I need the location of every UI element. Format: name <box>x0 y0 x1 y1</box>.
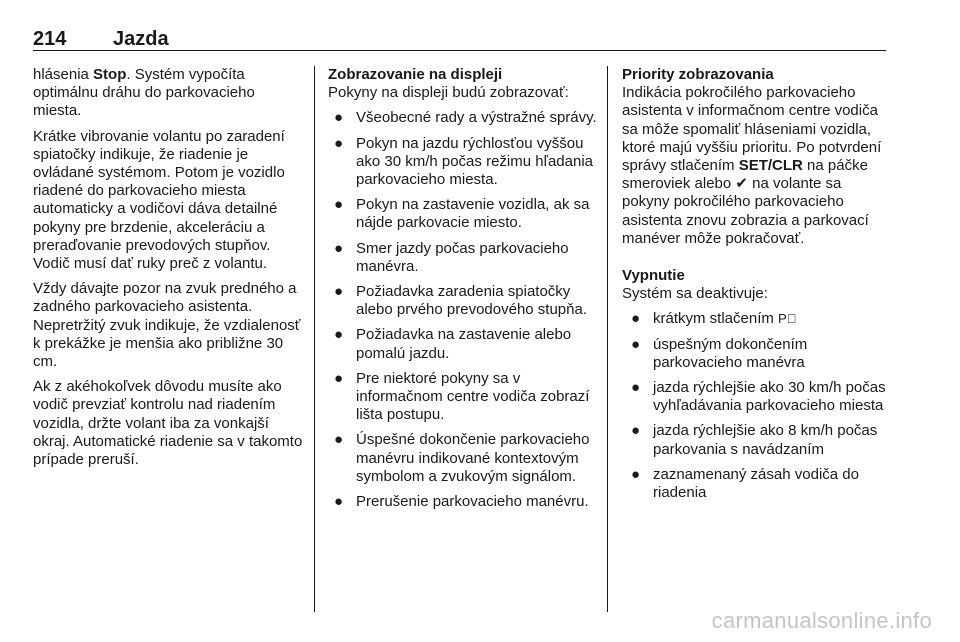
page-number: 214 <box>33 28 67 50</box>
bullet-list <box>622 310 892 502</box>
column-divider <box>314 66 315 612</box>
list-item: ● zaznamenaný zásah vodiča do riadenia <box>631 465 859 502</box>
paragraph: Systém sa deaktivuje: <box>622 285 768 303</box>
bullet-icon: ● <box>334 493 344 511</box>
checkmark-icon: ✔ <box>735 175 748 193</box>
bullet-icon: ● <box>631 335 641 353</box>
list-item: ● Pokyn na zastavenie vozidla, ak sa nájde parkovacie miesto. <box>334 196 590 232</box>
bullet-icon: ● <box>334 134 344 152</box>
watermark: carmanualsonline.info <box>711 608 932 633</box>
section-heading: Priority zobrazovania <box>622 66 774 83</box>
column-middle <box>328 66 598 518</box>
column-right <box>622 66 892 509</box>
column-left <box>33 66 303 476</box>
bullet-icon: ● <box>631 465 641 483</box>
list-item: ● Požiadavka zaradenia spiatočky alebo prvého prevodového stupňa. <box>334 283 588 319</box>
bullet-icon: ● <box>334 239 344 257</box>
column-divider <box>607 66 608 612</box>
chapter-title: Jazda <box>113 28 169 50</box>
paragraph: Krátke vibrovanie volantu po zaradení spiatočky indikuje, že riadenie je ovládané systémom. Potom je vozidlo riadené do parkovacieho miesta automaticky a vodičovi dáva detailné pokyny pre brzdenie, akceleráciu a preraďovanie prevodových stupňov. Vodič musí dať ruky preč z volantu. <box>33 127 285 273</box>
list-item: ● Smer jazdy počas parkovacieho manévra. <box>334 239 569 275</box>
list-item: ● jazda rýchlejšie ako 30 km/h počas vyhľadávania parkovacieho miesta <box>631 379 886 415</box>
bullet-icon: ● <box>334 283 344 301</box>
list-item: ● krátkym stlačením P⃞ <box>631 310 797 328</box>
list-item: ● Požiadavka na zastavenie alebo pomalú jazdu. <box>334 326 572 362</box>
paragraph: Vždy dávajte pozor na zvuk predného a zadného parkovacieho asistenta. Nepretržitý zvuk indikuje, že vzdialenosť k prekážke je menšia ako približne 30 cm. <box>33 280 301 371</box>
stop-label: Stop <box>93 66 127 83</box>
parking-assist-icon: P⃞ <box>778 311 797 327</box>
paragraph: Pokyny na displeji budú zobrazovať: <box>328 84 569 102</box>
list-item: ● Pokyn na jazdu rýchlosťou vyššou ako 30 km/h počas režimu hľadania parkovacieho miesta. <box>334 134 594 189</box>
set-clr-label: SET/CLR <box>738 157 803 175</box>
bullet-icon: ● <box>334 109 344 127</box>
page-header <box>33 26 886 51</box>
list-item: ● úspešným dokončením parkovacieho manévra <box>631 335 808 371</box>
list-item: ● jazda rýchlejšie ako 8 km/h počas parkovania s navádzaním <box>631 422 878 458</box>
list-item: ● Prerušenie parkovacieho manévru. <box>334 493 589 511</box>
section-heading: Zobrazovanie na displeji <box>328 66 503 83</box>
bullet-icon: ● <box>631 422 641 440</box>
list-item: ● Úspešné dokončenie parkovacieho manévru indikované kontextovým symbolom a zvukovým signálom. <box>334 431 590 485</box>
paragraph: Indikácia pokročilého parkovacieho asistenta v informačnom centre vodiča sa môže spomaliť hláseniami vozidla, ktoré majú vyššiu prioritu. Po potvrdení správy stlačením SET/CLR na páčke smeroviek alebo ✔ na volante sa pokyny pokročilého parkovacieho asistenta znovu zobrazia a parkovací manéver môže pokračovať. <box>622 84 882 247</box>
bullet-icon: ● <box>631 310 641 328</box>
bullet-list <box>328 109 598 511</box>
bullet-icon: ● <box>334 431 344 449</box>
paragraph: Ak z akéhokoľvek dôvodu musíte ako vodič prevziať kontrolu nad riadením vozidla, držte volant iba za vonkajší okraj. Automatické riadenie sa v takomto prípade preruší. <box>33 378 303 469</box>
list-item: ● Pre niektoré pokyny sa v informačnom centre vodiča zobrazí lišta postupu. <box>334 369 590 424</box>
bullet-icon: ● <box>334 369 344 387</box>
bullet-icon: ● <box>334 326 344 344</box>
list-item: ● Všeobecné rady a výstražné správy. <box>334 109 597 127</box>
section-heading: Vypnutie <box>622 267 685 285</box>
paragraph: hlásenia Stop. Systém vypočíta optimálnu dráhu do parkovacieho miesta. <box>33 66 255 120</box>
bullet-icon: ● <box>631 379 641 397</box>
bullet-icon: ● <box>334 196 344 214</box>
